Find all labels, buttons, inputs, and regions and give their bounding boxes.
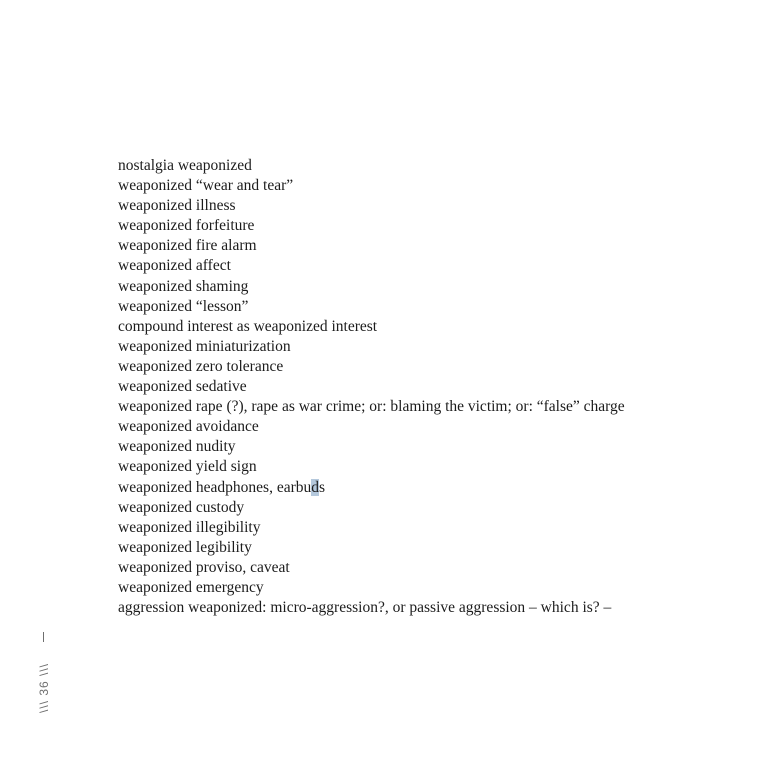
poem-line: weaponized emergency [118, 578, 264, 596]
poem-line: weaponized shaming [118, 277, 249, 295]
poem-line: weaponized “wear and tear” [118, 177, 294, 195]
poem-line: weaponized zero tolerance [118, 357, 284, 375]
poem-line: weaponized fire alarm [118, 237, 257, 255]
text-selection-highlight[interactable]: d [311, 478, 319, 496]
poem-line: weaponized illegibility [118, 518, 261, 536]
poem-line: weaponized yield sign [118, 458, 257, 476]
page-folio [34, 632, 54, 724]
poem-line: weaponized avoidance [118, 418, 259, 436]
poem-line [118, 478, 625, 498]
poem-line: nostalgia weaponized [118, 157, 252, 174]
line-text-before: weaponized headphones, earbu [118, 478, 312, 496]
poem-line: weaponized proviso, caveat [118, 558, 290, 576]
poem-line: weaponized rape (?), rape as war crime; or: blaming the victim; or: “false” charge [118, 398, 625, 416]
poem-line: weaponized sedative [118, 378, 247, 396]
poem-line: weaponized illness [118, 197, 236, 215]
poem-line: weaponized legibility [118, 538, 252, 556]
poem-lines [118, 156, 625, 618]
folio-rule [43, 632, 44, 642]
poem-line: weaponized affect [118, 257, 231, 275]
line-text-after: s [319, 478, 326, 496]
poem-line: weaponized nudity [118, 438, 236, 456]
poem-line: weaponized miniaturization [118, 337, 291, 355]
poem-line: aggression weaponized: micro-aggression?, or passive aggression – which is? – [118, 599, 612, 617]
poem-line: weaponized “lesson” [118, 297, 249, 315]
poem-line: weaponized forfeiture [118, 217, 255, 235]
poem-line: compound interest as weaponized interest [118, 317, 378, 335]
page-number: \\\ 36 \\\ [37, 662, 51, 714]
poem-line: weaponized custody [118, 498, 245, 516]
